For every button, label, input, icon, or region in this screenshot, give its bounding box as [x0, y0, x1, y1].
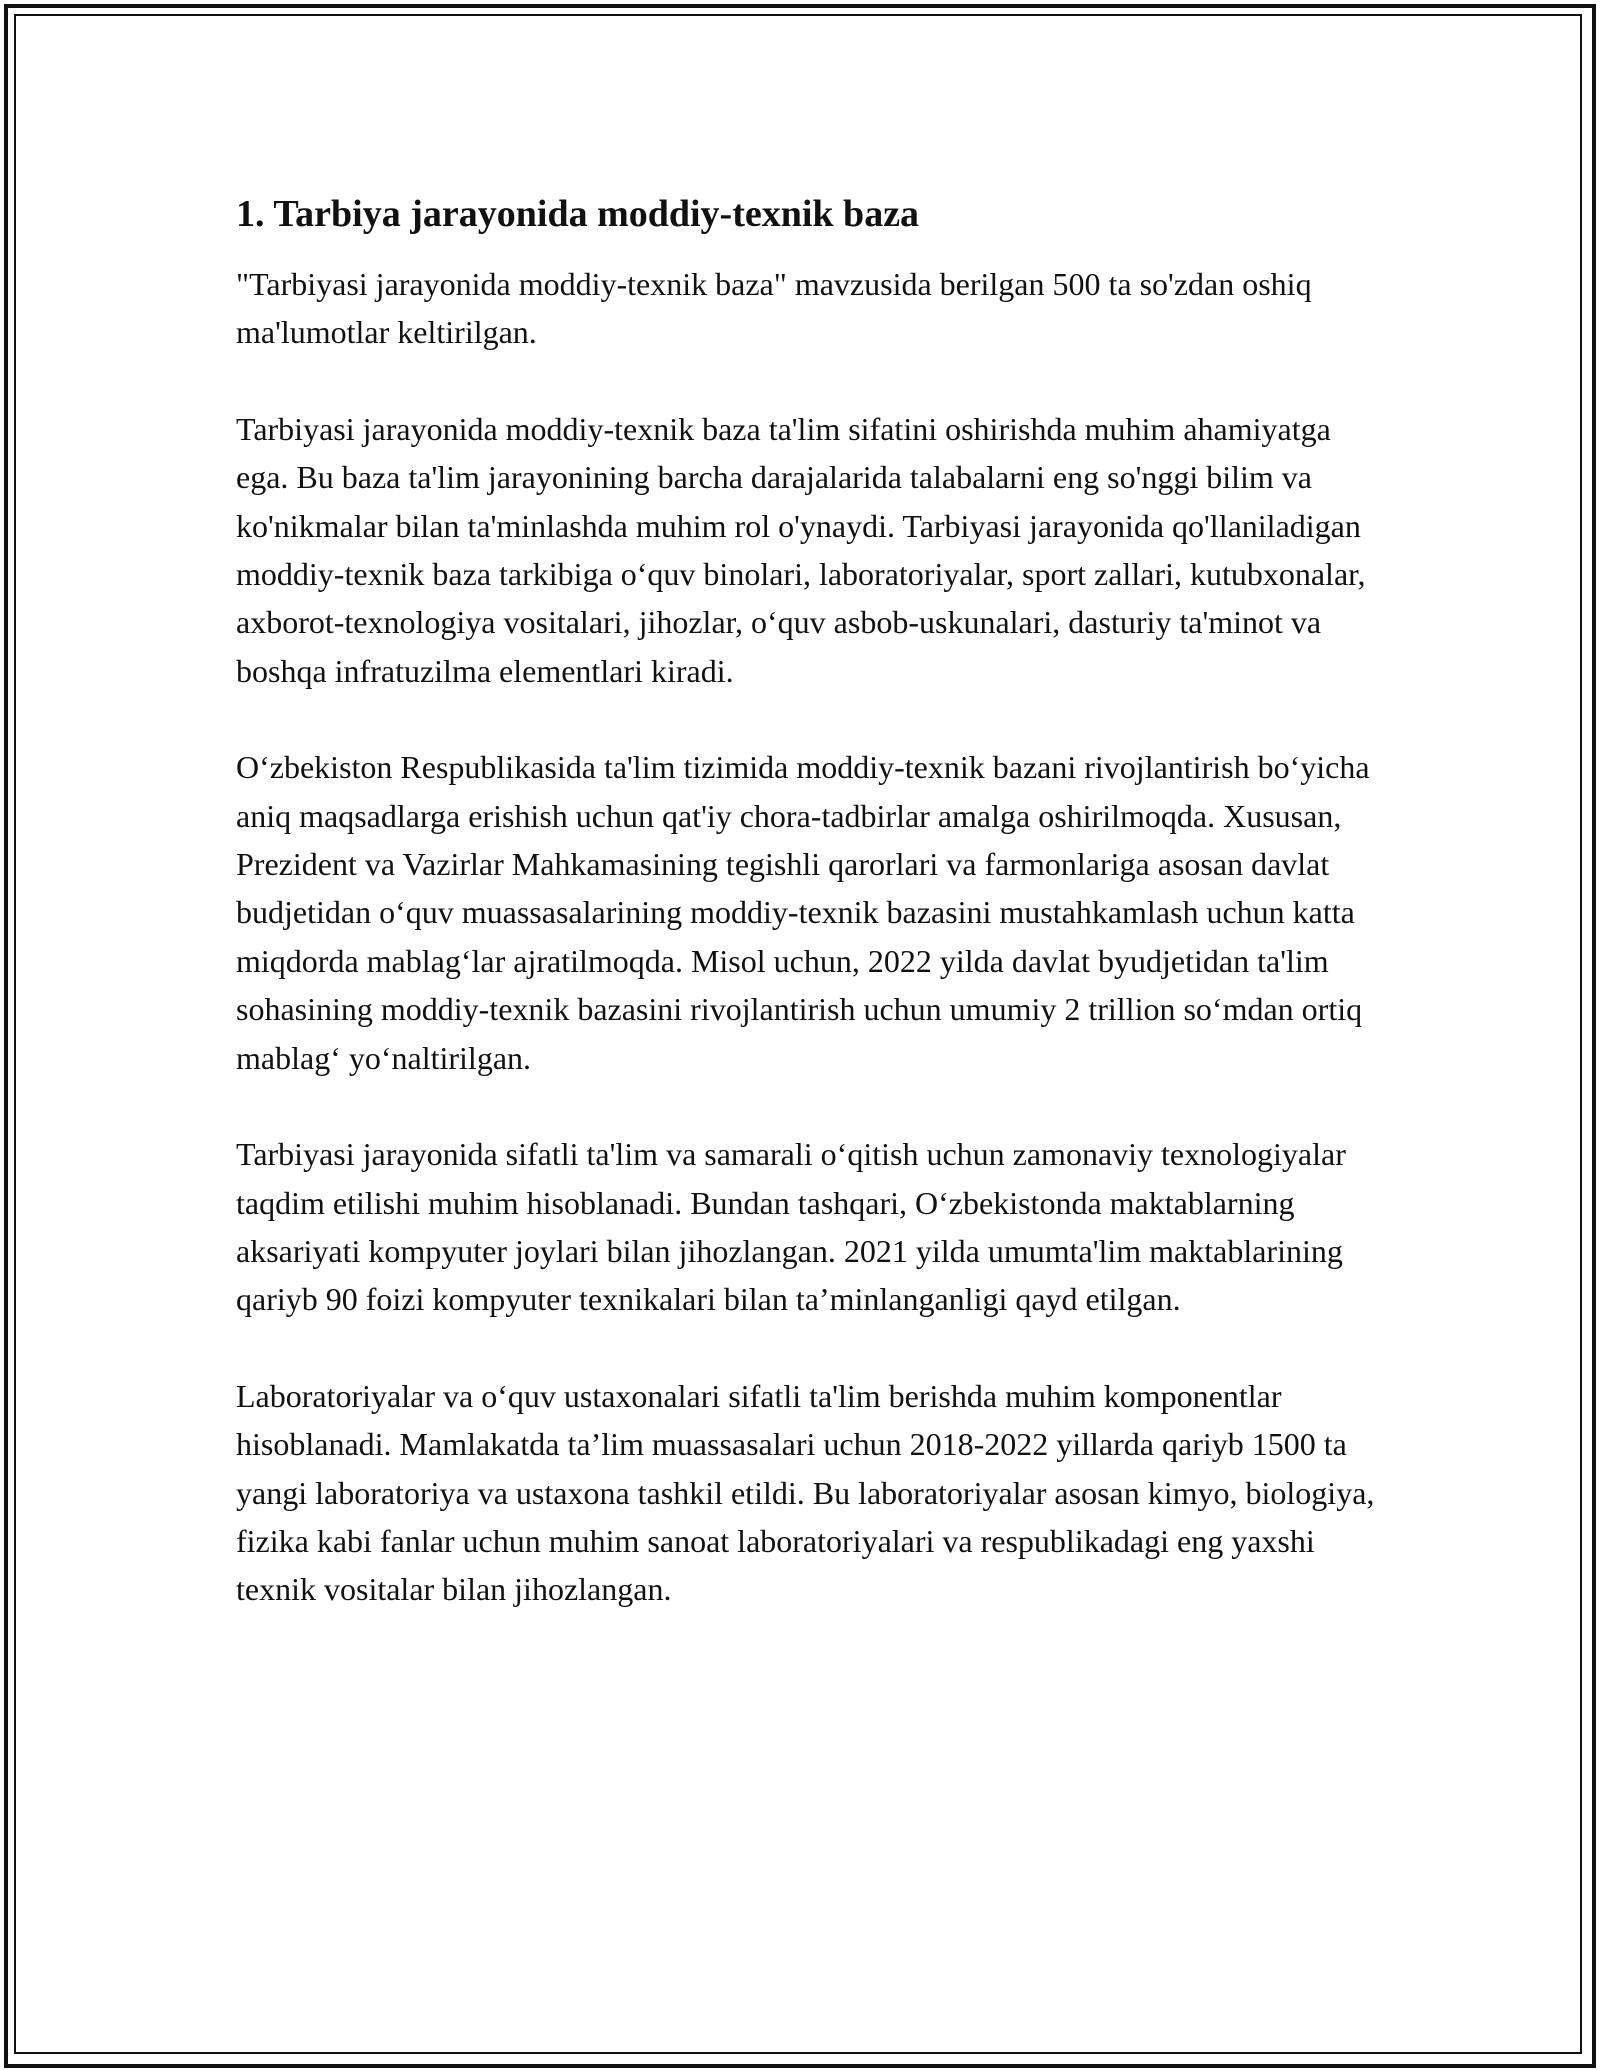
- paragraph-modern-technology: Tarbiyasi jarayonida sifatli ta'lim va samarali o‘qitish uchun zamonaviy texnologiyalar taqdim etilishi muhim hisoblanadi. Bundan tashqari, O‘zbekistonda maktablarning aksariyati kompyuter joylari bilan jihozlangan. 2021 yilda umumta'lim maktablarining qariyb 90 foizi kompyuter texnikalari bilan ta’minlanganligi qayd etilgan.: [236, 1136, 1346, 1318]
- section-heading: 1. Tarbiya jarayonida moddiy-texnik baza: [236, 193, 920, 235]
- document-body: [236, 190, 1386, 1662]
- paragraph-uzbekistan-funding: O‘zbekiston Respublikasida ta'lim tizimida moddiy-texnik bazani rivojlantirish bo‘yicha aniq maqsadlarga erishish uchun qat'iy chora-tadbirlar amalga oshirilmoqda. Xususan, Prezident va Vazirlar Mahkamasining tegishli qarorlari va farmonlariga asosan davlat budjetidan o‘quv muassasalarining moddiy-texnik bazasini mustahkamlash uchun katta miqdorda mablag‘lar ajratilmoqda. Misol uchun, 2022 yilda davlat byudjetidan ta'lim sohasining moddiy-texnik bazasini rivojlantirish uchun umumiy 2 trillion so‘mdan ortiq mablag‘ yo‘naltirilgan.: [236, 749, 1370, 1076]
- paragraph-intro: "Tarbiyasi jarayonida moddiy-texnik baza" mavzusida berilgan 500 ta so'zdan oshiq ma'lumotlar keltirilgan.: [236, 266, 1312, 351]
- paragraph-laboratories: Laboratoriyalar va o‘quv ustaxonalari sifatli ta'lim berishda muhim komponentlar hisoblanadi. Mamlakatda ta’lim muassasalari uchun 2018-2022 yillarda qariyb 1500 ta yangi laboratoriya va ustaxona tashkil etildi. Bu laboratoriyalar asosan kimyo, biologiya, fizika kabi fanlar uchun muhim sanoat laboratoriyalari va respublikadagi eng yaxshi texnik vositalar bilan jihozlangan.: [236, 1377, 1375, 1608]
- paragraph-material-base: Tarbiyasi jarayonida moddiy-texnik baza ta'lim sifatini oshirishda muhim ahamiyatga ega. Bu baza ta'lim jarayonining barcha darajalarida talabalarni eng so'nggi bilim va ko'nikmalar bilan ta'minlashda muhim rol o'ynaydi. Tarbiyasi jarayonida qo'llaniladigan moddiy-texnik baza tarkibiga o‘quv binolari, laboratoriyalar, sport zallari, kutubxonalar, axborot-texnologiya vositalari, jihozlar, o‘quv asbob-uskunalari, dasturiy ta'minot va boshqa infratuzilma elementlari kiradi.: [236, 410, 1366, 689]
